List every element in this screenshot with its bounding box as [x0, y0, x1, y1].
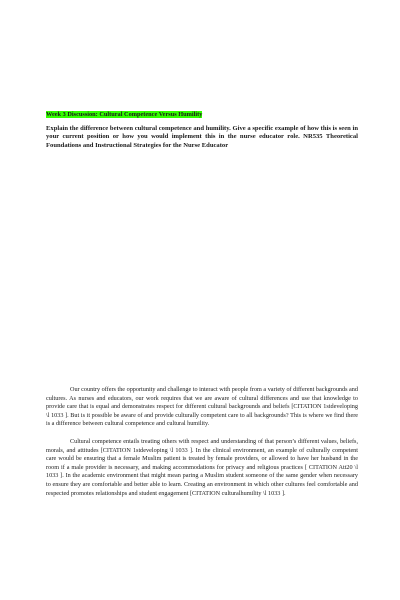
body-paragraph-2: Cultural competence entails treating others with respect and understanding of that person’s different values, beliefs, morals, and attitudes [CITATION 1stdeveloping \l 1033 ]. In the clinical environment, an example of culturally competent care would be ensuring that a female Muslim patient is treated by female providers, or allowed to have her husband in the room if a male provider is necessary, and making accommodations for privacy and religious practices [ CITATION Att20 \l 1033 ]. In the academic environment that might mean paring a Muslim student someone of the same gender when necessary to ensure they are comfortable and better able to learn. Creating an environment in which other cultures feel comfortable and respected promotes relationships and student engagement [CITATION culturalhumility \l 1033 ]. [46, 437, 358, 497]
discussion-prompt: Explain the difference between cultural competence and humility. Give a specific example of how this is seen in your current position or how you would implement this in the nurse educator role. NR535 Theoretical Foundations and Instructional Strategies for the Nurse Educator [46, 125, 358, 149]
document-title: Week 3 Discussion: Cultural Competence Versus Humility [46, 111, 203, 118]
document-body [46, 386, 358, 507]
title-block [46, 103, 356, 121]
body-paragraph-1: Our country offers the opportunity and challenge to interact with people from a variety of different backgrounds and cultures. As nurses and educators, our work requires that we are aware of cultural differences and use that knowledge to provide care that is equal and demonstrates respect for different cultural backgrounds and beliefs [CITATION 1stdeveloping \l 1033 ]. But is it possible be aware of and provide culturally competent care to all backgrounds? This is where we find there is a difference between cultural competence and cultural humility. [46, 386, 358, 428]
